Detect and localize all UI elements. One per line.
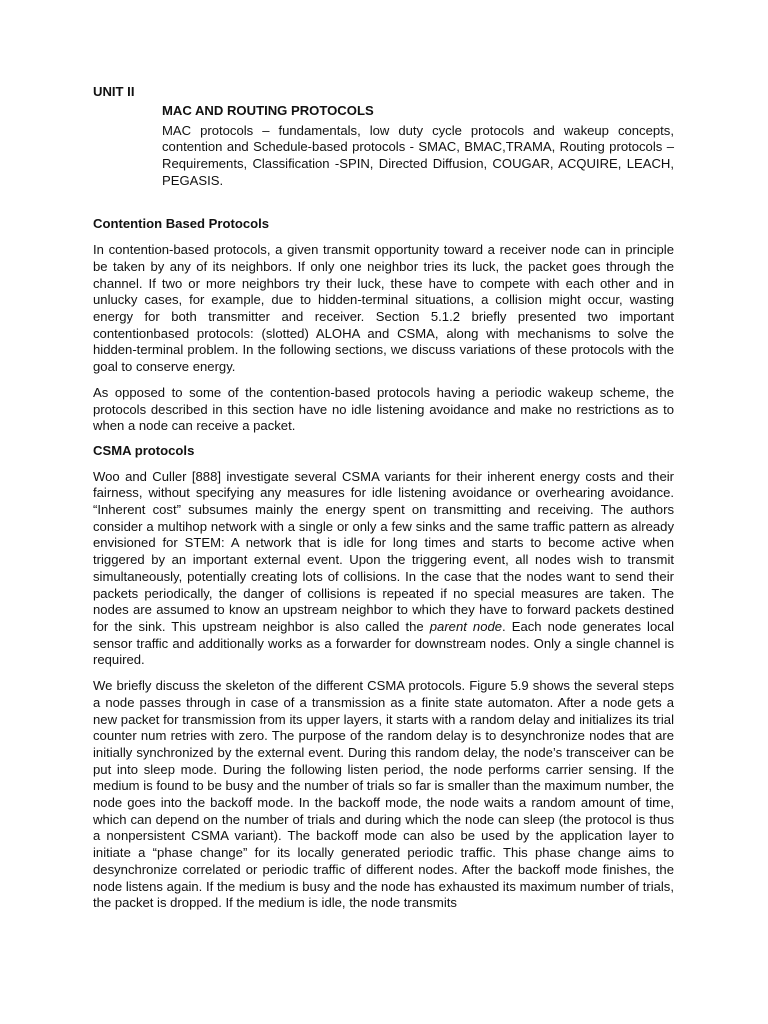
syllabus-block <box>162 103 674 190</box>
unit-title: UNIT II <box>93 84 135 99</box>
paragraph-contention-intro: In contention-based protocols, a given transmit opportunity toward a receiver node can in principle be taken by any of its neighbors. If only one neighbor tries its luck, the packet goes through the channel. If two or more neighbors try their luck, these have to compete with each other and in unlucky cases, for example, due to hidden-terminal situations, a collision might occur, wasting energy for both transmitter and receiver. Section 5.1.2 briefly presented two important contentionbased protocols: (slotted) ALOHA and CSMA, along with mechanisms to solve the hidden-terminal problem. In the following sections, we discuss variations of these protocols with the goal to conserve energy. <box>93 242 674 375</box>
paragraph-csma-skeleton: We briefly discuss the skeleton of the different CSMA protocols. Figure 5.9 shows the several steps a node passes through in case of a transmission as a finite state automaton. After a node gets a new packet for transmission from its upper layers, it starts with a random delay and initializes its trial counter num retries with zero. The purpose of the random delay is to desynchronize nodes that are initially synchronized by the external event. During this random delay, the node’s transceiver can be put into sleep mode. During the following listen period, the node performs carrier sensing. If the medium is found to be busy and the number of trials so far is smaller than the maximum number, the node goes into the backoff mode. In the backoff mode, the node waits a random amount of time, which can depend on the number of trials and during which the node can sleep (the protocol is thus a nonpersistent CSMA variant). The backoff mode can also be used by the application layer to initiate a “phase change” for its locally generated periodic traffic. This phase change aims to desynchronize correlated or periodic traffic of different nodes. After the backoff mode finishes, the node listens again. If the medium is busy and the node has exhausted its maximum number of trials, the packet is dropped. If the medium is idle, the node transmits <box>93 678 674 911</box>
paragraph-csma-woo-culler <box>93 469 674 669</box>
section-heading-csma: CSMA protocols <box>93 442 195 458</box>
italic-term: parent node <box>429 618 503 634</box>
paragraph-text: Woo and Culler [888] investigate several CSMA variants for their inherent energy costs and their fairness, without specifying any measures for idle listening avoidance or overhearing avoidance. “Inherent cost” subsumes mainly the energy spent on transmitting and receiving. The authors consider a multihop network with a single or only a few sinks and the same traffic pattern as already envisioned for STEM: A network that is idle for long times and starts to become active when triggered by an important external event. Upon the triggering event, all nodes wish to transmit simultaneously, potentially creating lots of collisions. In the case that the nodes want to send their packets periodically, the danger of collisions is repeated if no special measures are taken. The nodes are assumed to know an upstream neighbor to which they have to forward packets destined for the sink. This upstream neighbor is also called the <box>93 468 674 634</box>
syllabus-body: MAC protocols – fundamentals, low duty cycle protocols and wakeup concepts, contention and Schedule-based protocols - SMAC, BMAC,TRAMA, Routing protocols – Requirements, Classification -SPIN, Directed Diffusion, COUGAR, ACQUIRE, LEACH, PEGASIS. <box>162 122 674 188</box>
paragraph-text: . Each node generates local sensor traffic and additionally works as a forwarder for downstream nodes. Only a single channel is required. <box>93 618 674 668</box>
paragraph-contention-wakeup: As opposed to some of the contention-based protocols having a periodic wakeup scheme, the protocols described in this section have no idle listening avoidance and make no restrictions as to when a node can receive a packet. <box>93 384 674 434</box>
syllabus-title: MAC AND ROUTING PROTOCOLS <box>162 103 374 118</box>
document-page <box>93 84 674 912</box>
section-heading-contention: Contention Based Protocols <box>93 215 270 231</box>
